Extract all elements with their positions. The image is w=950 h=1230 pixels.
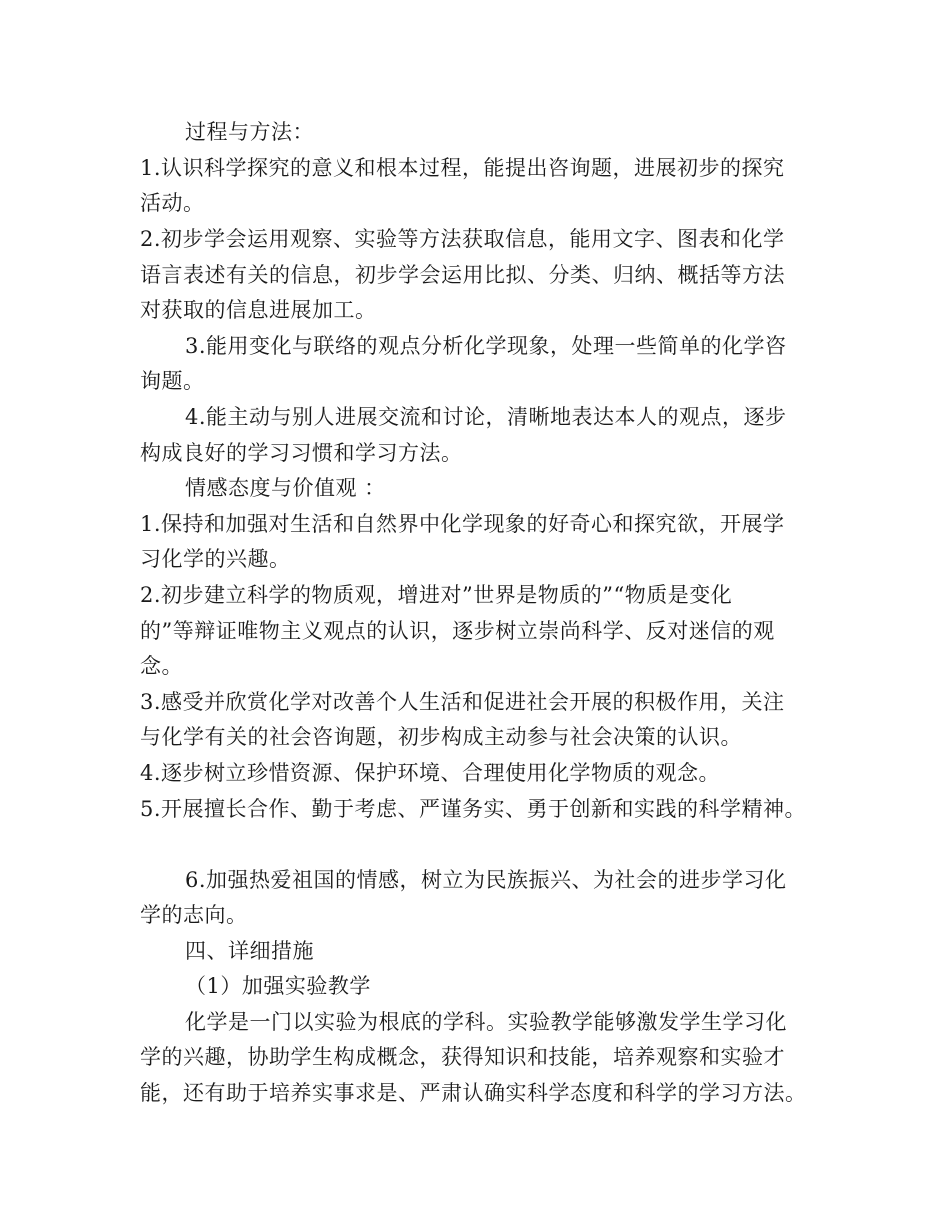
emotion-heading: 情感态度与价值观 ： xyxy=(185,476,386,500)
emotion-item-3-line-1: 3.感受并欣赏化学对改善个人生活和促进社会开展的积极作用，关注 xyxy=(140,690,785,714)
process-heading: 过程与方法： xyxy=(185,120,314,144)
section-4-heading: 四、详细措施 xyxy=(185,939,314,963)
emotion-item-6-line-1: 6.加强热爱祖国的情感，树立为民族振兴、为社会的进步学习化 xyxy=(185,868,787,892)
process-item-4-line-1: 4.能主动与别人进展交流和讨论，清晰地表达本人的观点，逐步 xyxy=(185,405,787,429)
process-item-2-line-1: 2.初步学会运用观察、实验等方法获取信息，能用文字、图表和化学 xyxy=(140,227,785,251)
process-item-1-line-2: 活动。 xyxy=(140,191,205,215)
subsection-1-heading: （1）加强实验教学 xyxy=(185,974,371,998)
emotion-item-2-line-1: 2.初步建立科学的物质观，增进对”世界是物质的”“物质是变化 xyxy=(140,583,733,607)
process-item-3-line-1: 3.能用变化与联络的观点分析化学现象，处理一些简单的化学咨 xyxy=(185,334,787,358)
process-item-3-line-2: 询题。 xyxy=(140,369,205,393)
process-item-4-line-2: 构成良好的学习习惯和学习方法。 xyxy=(140,441,463,465)
emotion-item-1-line-1: 1.保持和加强对生活和自然界中化学现象的好奇心和探究欲，开展学 xyxy=(140,512,785,536)
process-item-2-line-2: 语言表述有关的信息，初步学会运用比拟、分类、归纳、概括等方法 xyxy=(140,263,785,287)
subsection-1-paragraph-line-1: 化学是一门以实验为根底的学科。实验教学能够激发学生学习化 xyxy=(185,1010,787,1034)
process-item-2-line-3: 对获取的信息进展加工。 xyxy=(140,298,377,322)
subsection-1-paragraph-line-2: 学的兴趣，协助学生构成概念，获得知识和技能，培养观察和实验才 xyxy=(140,1045,785,1069)
emotion-item-3-line-2: 与化学有关的社会咨询题，初步构成主动参与社会决策的认识。 xyxy=(140,725,742,749)
emotion-item-6-line-2: 学的志向。 xyxy=(140,903,248,927)
subsection-1-paragraph-line-3: 能，还有助于培养实事求是、严肃认确实科学态度和科学的学习方法。 xyxy=(140,1081,807,1105)
emotion-item-1-line-2: 习化学的兴趣。 xyxy=(140,547,291,571)
emotion-item-2-line-3: 念。 xyxy=(140,654,183,678)
emotion-item-2-line-2: 的”等辩证唯物主义观点的认识，逐步树立崇尚科学、反对迷信的观 xyxy=(140,619,775,643)
process-item-1-line-1: 1.认识科学探究的意义和根本过程，能提出咨询题，进展初步的探究 xyxy=(140,156,785,180)
emotion-item-5: 5.开展擅长合作、勤于考虑、严谨务实、勇于创新和实践的科学精神。 xyxy=(140,797,807,821)
emotion-item-4: 4.逐步树立珍惜资源、保护环境、合理使用化学物质的观念。 xyxy=(140,761,721,785)
